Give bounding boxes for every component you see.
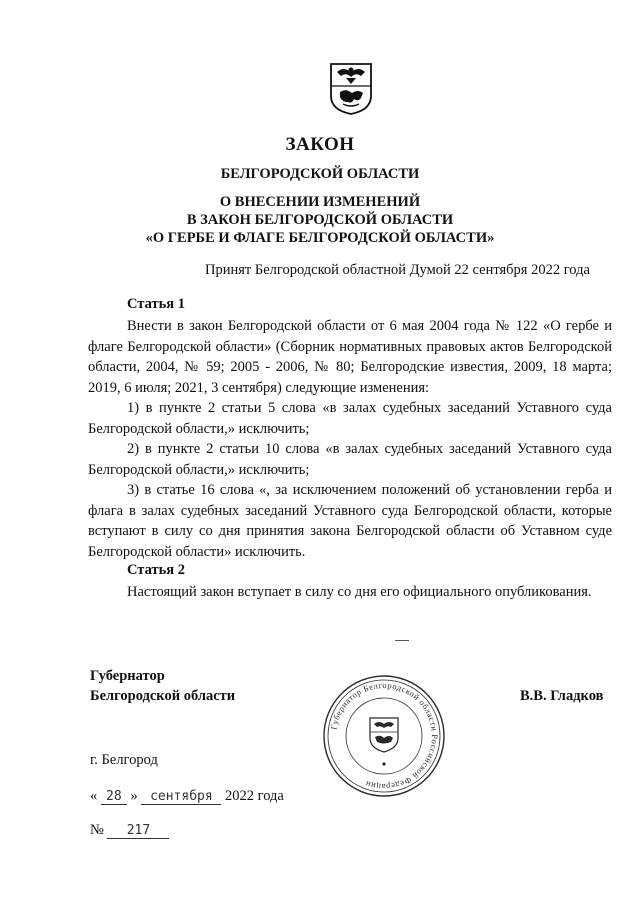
article-2-heading: Статья 2: [127, 562, 185, 578]
signatory-name: В.В. Гладков: [520, 688, 604, 704]
signatory-region: Белгородской области: [90, 688, 236, 704]
document-subtitle-line: «О ГЕРБЕ И ФЛАГЕ БЕЛГОРОДСКОЙ ОБЛАСТИ»: [145, 230, 495, 246]
date-close-quote: »: [130, 788, 138, 804]
signing-date: [90, 788, 284, 805]
separator-dash: [395, 640, 409, 641]
date-day: 28: [101, 789, 127, 805]
date-year: 2022 года: [225, 788, 284, 804]
number-value: 217: [107, 823, 169, 839]
number-label: №: [90, 822, 104, 838]
document-title: ЗАКОН: [285, 134, 355, 155]
official-seal-icon: [322, 674, 446, 798]
adoption-note: Принят Белгородской областной Думой 22 сентября 2022 года: [205, 262, 590, 278]
article-2-text: Настоящий закон вступает в силу со дня его официального опубликования.: [127, 584, 592, 600]
seal-text: Губернатор Белгородской области Российской Федерации: [329, 680, 440, 792]
document-subtitle-line: В ЗАКОН БЕЛГОРОДСКОЙ ОБЛАСТИ: [186, 212, 454, 228]
article-1-item-1: 1) в пункте 2 статьи 5 слова «в залах судебных заседаний Уставного суда Белгородской области,» исключить;: [88, 400, 612, 437]
law-number: [90, 822, 169, 839]
coat-of-arms-icon: [328, 62, 374, 116]
city: г. Белгород: [90, 752, 158, 768]
article-1-heading: Статья 1: [127, 296, 185, 312]
signatory-position: Губернатор: [90, 668, 165, 684]
date-open-quote: «: [90, 788, 98, 804]
document-region: БЕЛГОРОДСКОЙ ОБЛАСТИ: [220, 166, 420, 182]
article-1-item-2: 2) в пункте 2 статьи 10 слова «в залах судебных заседаний Уставного суда Белгородской области,» исключить;: [88, 441, 612, 478]
article-1-item-3: 3) в статье 16 слова «, за исключением положений об установлении герба и флага в залах судебных заседаний Уставного суда Белгородской области, которые вступают в силу со дня принятия закона Белгородской области об Уставном суде Белгородской области» исключить.: [88, 482, 612, 560]
document-subtitle-line: О ВНЕСЕНИИ ИЗМЕНЕНИЙ: [219, 194, 421, 210]
article-1-intro: Внести в закон Белгородской области от 6 мая 2004 года № 122 «О гербе и флаге Белгородской области» (Сборник нормативных правовых актов Белгородской области, 2004, № 59; 2005 - 2006, № 80; Белгородские известия, 2009, 18 марта; 2019, 6 июля; 2021, 3 сентября) следующие изменения:: [88, 318, 612, 396]
date-month: сентября: [141, 789, 221, 805]
